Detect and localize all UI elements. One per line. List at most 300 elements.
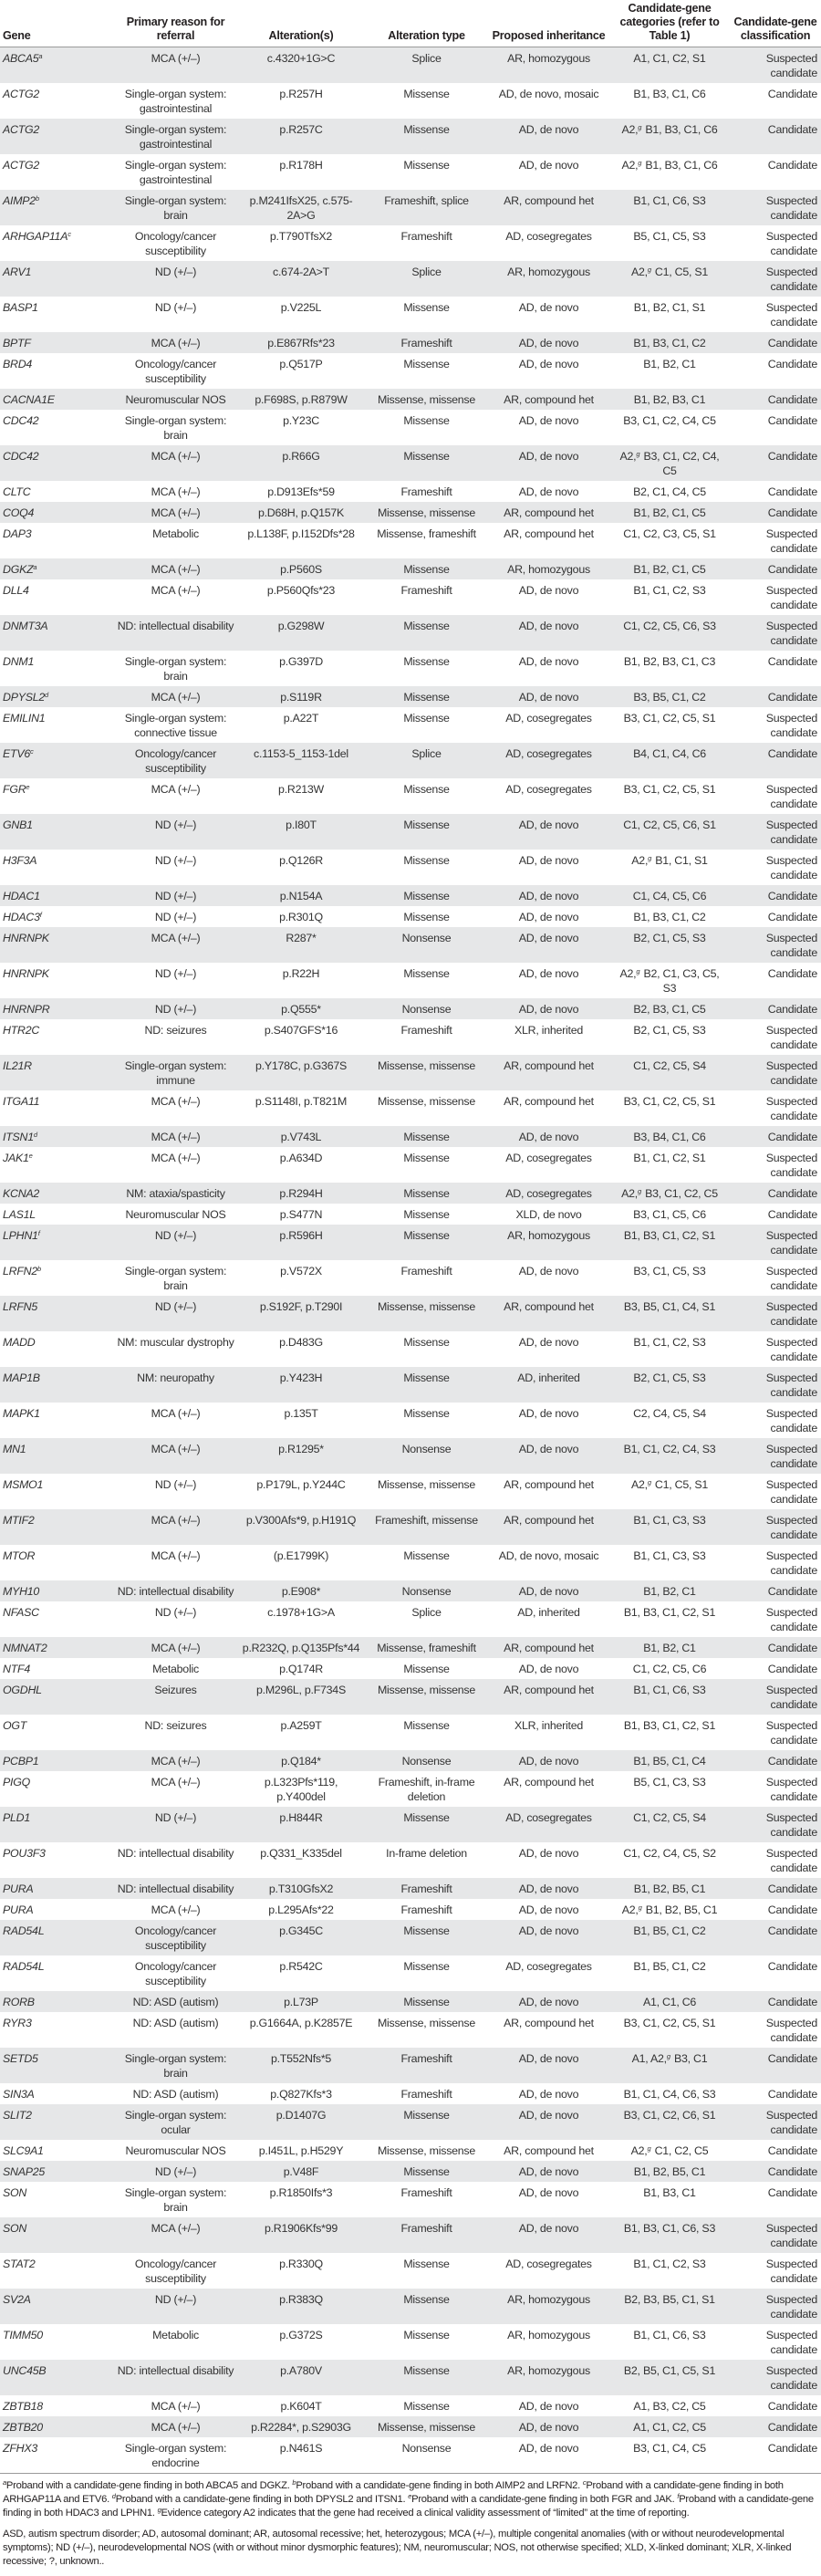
inheritance-cell: AD, cosegregates — [505, 1187, 592, 1200]
inheritance-cell: AR, compound het — [504, 1095, 594, 1108]
inheritance-cell: AD, de novo — [518, 301, 579, 314]
alteration-type-cell: Missense — [403, 88, 450, 100]
referral-reason-cell: NM: ataxia/spasticity — [126, 1187, 225, 1200]
table-row — [0, 2416, 821, 2437]
classification-cell: Suspected candidate — [765, 2017, 817, 2044]
table-row — [0, 1878, 821, 1899]
alteration-type-cell: Missense, missense — [377, 1059, 476, 1072]
referral-reason-cell: ND (+/–) — [154, 819, 197, 831]
inheritance-cell: AD, inherited — [517, 1371, 580, 1384]
categories-text: A2, g — [621, 159, 642, 172]
referral-reason-cell: Single-organ system: brain — [124, 194, 227, 222]
footnote-marker: f — [677, 2492, 680, 2500]
referral-reason-cell: MCA (+/–) — [151, 691, 201, 704]
gene-name: MSMO1 — [3, 1478, 44, 1491]
gene-name: DGKZ — [3, 563, 34, 576]
gene-cell — [0, 1842, 114, 1878]
categories-cell: B1, C1, C4, C6, S3 — [623, 2088, 716, 2101]
gene-name: HDAC1 — [3, 890, 40, 902]
gene-cell — [0, 410, 114, 445]
table-row — [0, 2437, 821, 2473]
classification-cell: Suspected candidate — [765, 194, 817, 222]
inheritance-cell: AD, de novo — [518, 890, 579, 902]
alteration-cell: p.R383Q — [279, 2293, 323, 2306]
alteration-cell: p.E867Rfs*23 — [267, 337, 335, 349]
categories-cell — [609, 261, 730, 297]
gene-name: CDC42 — [3, 450, 39, 463]
categories-cell: B3, B5, C1, C4, S1 — [623, 1300, 716, 1313]
footnote-marker: d — [111, 2492, 116, 2500]
table-header-row — [0, 0, 821, 47]
gene-name: LRFN2 — [3, 1265, 37, 1278]
alteration-cell: p.S477N — [279, 1208, 323, 1221]
categories-cell: C1, C2, C5, C6, S3 — [623, 620, 716, 632]
table-row — [0, 1260, 821, 1296]
categories-cell — [609, 2048, 730, 2083]
inheritance-cell: AR, compound het — [504, 1514, 594, 1527]
alteration-cell: p.D68H, p.Q157K — [257, 506, 345, 519]
footnote-marker: e — [28, 1152, 33, 1160]
referral-reason-cell: MCA (+/–) — [151, 337, 201, 349]
classification-cell: Suspected candidate — [765, 301, 817, 329]
gene-name: DLL4 — [3, 584, 29, 597]
classification-cell: Suspected candidate — [765, 52, 817, 79]
referral-reason-cell: MCA (+/–) — [151, 1776, 201, 1789]
inheritance-cell: AD, de novo — [518, 159, 579, 172]
gene-name: STAT2 — [3, 2258, 36, 2270]
inheritance-cell: AR, homozygous — [507, 2364, 590, 2377]
inheritance-cell: AD, cosegregates — [505, 1960, 592, 1973]
table-row — [0, 2217, 821, 2253]
footnote-marker: b — [37, 1265, 41, 1273]
gene-name: ITGA11 — [3, 1095, 40, 1108]
classification-cell: Candidate — [767, 2421, 817, 2434]
referral-reason-cell: ND: intellectual disability — [117, 2364, 234, 2377]
classification-cell: Candidate — [767, 1755, 817, 1768]
gene-name: ACTG2 — [3, 88, 40, 100]
referral-reason-cell: ND (+/–) — [154, 1003, 197, 1016]
alteration-cell: p.Q126R — [279, 854, 323, 867]
footnote-text: Proband with a candidate-gene finding in both ARHGAP11A and ETV6. — [3, 2480, 784, 2505]
inheritance-cell: AD, de novo — [518, 2400, 579, 2413]
alteration-cell: p.F698S, p.R879W — [255, 393, 348, 406]
footnote-marker: b — [35, 194, 39, 203]
referral-reason-cell: ND (+/–) — [154, 854, 197, 867]
classification-cell: Suspected candidate — [765, 1229, 817, 1257]
referral-reason-cell: ND (+/–) — [154, 890, 197, 902]
alteration-cell: p.Q331_K335del — [260, 1847, 342, 1860]
alteration-cell: p.Q184* — [281, 1755, 321, 1768]
referral-reason-cell: ND: intellectual disability — [117, 620, 234, 632]
gene-cell — [0, 707, 114, 743]
categories-text: A2, g — [621, 123, 642, 136]
inheritance-cell: AR, homozygous — [507, 1229, 590, 1242]
categories-text: A2, g — [631, 2144, 652, 2157]
categories-cell: C1, C2, C3, C5, S1 — [623, 527, 716, 540]
gene-cell — [0, 2360, 114, 2395]
gene-name: RAD54L — [3, 1960, 45, 1973]
classification-cell: Suspected candidate — [765, 1095, 817, 1122]
gene-cell — [0, 1367, 114, 1403]
gene-name: MYH10 — [3, 1585, 40, 1598]
alteration-cell: p.N461S — [279, 2442, 323, 2455]
inheritance-cell: AR, homozygous — [507, 2329, 590, 2341]
alteration-type-cell: Missense — [403, 1924, 450, 1937]
gene-cell — [0, 1225, 114, 1260]
inheritance-cell: AD, de novo, mosaic — [498, 88, 599, 100]
referral-reason-cell: MCA (+/–) — [151, 1549, 201, 1562]
table-row — [0, 998, 821, 1019]
categories-cell: B2, B3, B5, C1, S1 — [624, 2293, 715, 2306]
categories-cell: B1, B3, C1, C6 — [633, 88, 706, 100]
inheritance-cell: AD, de novo — [518, 655, 579, 668]
categories-cell: B1, B2, C1 — [643, 1585, 696, 1598]
header-categories: Candidate-gene categories (refer to Table 1) — [609, 0, 730, 47]
inheritance-cell: AR, homozygous — [507, 563, 590, 576]
alteration-cell: p.S407GFS*16 — [264, 1024, 338, 1037]
alteration-cell: c.1153-5_1153-1del — [254, 747, 348, 760]
inheritance-cell: AD, de novo — [518, 1903, 579, 1916]
categories-cell: B2, C1, C4, C5 — [633, 485, 706, 498]
gene-cell — [0, 1509, 114, 1545]
gene-cell — [0, 1331, 114, 1367]
gene-name: SV2A — [3, 2293, 31, 2306]
gene-name: LPHN1 — [3, 1229, 38, 1242]
inheritance-cell: AR, compound het — [504, 1300, 594, 1313]
alteration-cell: p.R2284*, p.S2903G — [251, 2421, 351, 2434]
table-row — [0, 1403, 821, 1438]
gene-cell — [0, 1771, 114, 1807]
classification-cell: Suspected candidate — [765, 2222, 817, 2249]
gene-name: OGT — [3, 1719, 27, 1732]
classification-cell: Suspected candidate — [765, 1407, 817, 1434]
referral-reason-cell: Oncology/cancer susceptibility — [134, 358, 217, 385]
categories-cell: B1, B3, C1, C2, S1 — [623, 1719, 716, 1732]
alteration-type-cell: Missense, missense — [377, 2017, 476, 2029]
footnote-marker: a — [38, 52, 43, 60]
inheritance-cell: AD, de novo — [518, 1847, 579, 1860]
categories-cell: C1, C2, C5, C6 — [632, 1663, 707, 1675]
alteration-type-cell: Missense — [403, 691, 450, 704]
inheritance-cell: AD, cosegregates — [505, 1811, 592, 1824]
alteration-type-cell: Frameshift — [400, 2052, 452, 2065]
categories-cell: B5, C1, C5, S3 — [633, 230, 706, 243]
classification-cell: Suspected candidate — [765, 1811, 817, 1839]
inheritance-cell: AD, de novo — [518, 620, 579, 632]
alteration-cell: p.T552Nfs*5 — [270, 2052, 332, 2065]
alteration-type-cell: Frameshift — [400, 1903, 452, 1916]
referral-reason-cell: Neuromuscular NOS — [125, 1208, 226, 1221]
categories-cell: B3, C1, C5, C6 — [633, 1208, 706, 1221]
referral-reason-cell: ND (+/–) — [154, 2165, 197, 2178]
classification-cell: Candidate — [767, 1187, 817, 1200]
header-inheritance: Proposed inheritance — [488, 0, 609, 47]
gene-cell — [0, 297, 114, 332]
gene-cell — [0, 225, 114, 261]
inheritance-cell: AD, cosegregates — [505, 230, 592, 243]
classification-cell: Suspected candidate — [765, 1606, 817, 1633]
inheritance-cell: AR, compound het — [504, 527, 594, 540]
inheritance-cell: AD, de novo — [518, 1663, 579, 1675]
table-row — [0, 1090, 821, 1126]
alteration-type-cell: Missense — [403, 2165, 450, 2178]
alteration-type-cell: Frameshift — [400, 2088, 452, 2101]
alteration-type-cell: Missense — [403, 2258, 450, 2270]
gene-name: CDC42 — [3, 414, 39, 427]
inheritance-cell: AR, compound het — [504, 1478, 594, 1491]
classification-cell: Candidate — [767, 1663, 817, 1675]
gene-cell — [0, 1955, 114, 1991]
inheritance-cell: AD, de novo — [518, 2421, 579, 2434]
gene-cell — [0, 927, 114, 963]
gene-name: DAP3 — [3, 527, 32, 540]
gene-cell — [0, 1474, 114, 1509]
table-row — [0, 1367, 821, 1403]
gene-cell — [0, 445, 114, 481]
gene-cell — [0, 2104, 114, 2140]
gene-cell — [0, 261, 114, 297]
gene-name: PIGQ — [3, 1776, 30, 1789]
inheritance-cell: AR, compound het — [504, 1059, 594, 1072]
alteration-cell: (p.E1799K) — [273, 1549, 329, 1562]
referral-reason-cell: Metabolic — [152, 1663, 199, 1675]
gene-name: HNRNPK — [3, 967, 49, 980]
table-row — [0, 2324, 821, 2360]
table-row — [0, 445, 821, 481]
categories-cell — [609, 2140, 730, 2161]
table-row — [0, 1807, 821, 1842]
categories-cell: C1, C2, C5, S4 — [633, 1059, 706, 1072]
gene-cell — [0, 154, 114, 190]
inheritance-cell: AD, de novo — [518, 2052, 579, 2065]
gene-cell — [0, 2048, 114, 2083]
gene-name: MAP1B — [3, 1371, 40, 1384]
classification-cell: Suspected candidate — [765, 854, 817, 881]
inheritance-cell: AD, de novo — [518, 485, 579, 498]
gene-name: JAK1 — [3, 1152, 29, 1164]
gene-cell — [0, 1147, 114, 1183]
gene-cell — [0, 1991, 114, 2012]
referral-reason-cell: Metabolic — [152, 2329, 199, 2341]
alteration-type-cell: Missense — [403, 1719, 450, 1732]
alteration-type-cell: Missense — [403, 2293, 450, 2306]
classification-cell: Candidate — [767, 2052, 817, 2065]
classification-cell: Suspected candidate — [765, 1024, 817, 1051]
table-row — [0, 743, 821, 778]
table-row — [0, 963, 821, 998]
alteration-type-cell: Splice — [411, 1606, 442, 1619]
gene-name: MAPK1 — [3, 1407, 40, 1420]
gene-name: ITSN1 — [3, 1131, 34, 1143]
footnote-text: Proband with a candidate-gene finding in both AIMP2 and LRFN2. — [296, 2480, 583, 2491]
classification-cell: Suspected candidate — [765, 1300, 817, 1328]
gene-name: ACTG2 — [3, 159, 40, 172]
gene-cell — [0, 1126, 114, 1147]
gene-cell — [0, 2289, 114, 2324]
table-row — [0, 814, 821, 850]
referral-reason-cell: Oncology/cancer susceptibility — [134, 1924, 217, 1952]
gene-name: SIN3A — [3, 2088, 35, 2101]
alteration-cell: p.Q174R — [279, 1663, 323, 1675]
classification-cell: Suspected candidate — [765, 1776, 817, 1803]
gene-cell — [0, 1545, 114, 1580]
categories-cell: C1, C2, C4, C5, S2 — [623, 1847, 716, 1860]
alteration-type-cell: Missense, missense — [377, 506, 476, 519]
classification-cell: Candidate — [767, 1208, 817, 1221]
alteration-type-cell: Missense — [403, 1336, 450, 1349]
referral-reason-cell: Single-organ system: ocular — [124, 2109, 227, 2136]
alteration-cell: c.674-2A>T — [273, 266, 329, 278]
gene-name: PURA — [3, 1903, 34, 1916]
inheritance-cell: XLR, inherited — [514, 1024, 584, 1037]
table-row — [0, 927, 821, 963]
table-row — [0, 119, 821, 154]
gene-name: COQ4 — [3, 506, 35, 519]
classification-cell: Candidate — [767, 911, 817, 923]
inheritance-cell: AD, de novo — [518, 358, 579, 370]
alteration-cell: p.V743L — [280, 1131, 322, 1143]
alteration-cell: p.I451L, p.H529Y — [258, 2144, 344, 2157]
table-row — [0, 2182, 821, 2217]
referral-reason-cell: MCA (+/–) — [151, 932, 201, 944]
categories-text: B3, C1, C2, C5 — [641, 1187, 718, 1200]
categories-cell: B3, C1, C2, C5, S1 — [623, 783, 716, 796]
alteration-type-cell: Missense, missense — [377, 2421, 476, 2434]
referral-reason-cell: ND: seizures — [144, 1719, 207, 1732]
table-row — [0, 1019, 821, 1055]
alteration-type-cell: Missense — [403, 301, 450, 314]
classification-cell: Candidate — [767, 1924, 817, 1937]
referral-reason-cell: MCA (+/–) — [151, 1642, 201, 1654]
referral-reason-cell: ND: ASD (autism) — [132, 2088, 219, 2101]
referral-reason-cell: MCA (+/–) — [151, 1131, 201, 1143]
alteration-type-cell: Frameshift — [400, 230, 452, 243]
table-row — [0, 261, 821, 297]
gene-cell — [0, 885, 114, 906]
classification-cell: Candidate — [767, 358, 817, 370]
categories-cell: B4, C1, C4, C6 — [633, 747, 706, 760]
alteration-type-cell: Missense, frameshift — [377, 1642, 476, 1654]
classification-cell: Suspected candidate — [765, 2364, 817, 2392]
alteration-type-cell: Missense — [403, 2329, 450, 2341]
inheritance-cell: AD, de novo — [518, 1443, 579, 1455]
categories-text: B1, B3, C1, C6 — [642, 123, 718, 136]
gene-name: KCNA2 — [3, 1187, 40, 1200]
alteration-cell: c.1978+1G>A — [267, 1606, 335, 1619]
alteration-type-cell: Missense — [403, 1371, 450, 1384]
inheritance-cell: AD, cosegregates — [505, 712, 592, 725]
categories-text: C1, C2, C5 — [651, 2144, 709, 2157]
alteration-type-cell: Splice — [411, 747, 442, 760]
referral-reason-cell: ND (+/–) — [154, 301, 197, 314]
classification-cell: Suspected candidate — [765, 1478, 817, 1506]
gene-name: SON — [3, 2222, 27, 2235]
gene-name: NMNAT2 — [3, 1642, 47, 1654]
alteration-type-cell: Missense — [403, 1960, 450, 1973]
inheritance-cell: AR, homozygous — [507, 52, 590, 65]
gene-cell — [0, 651, 114, 686]
alteration-type-cell: Missense — [403, 1208, 450, 1221]
classification-cell: Suspected candidate — [765, 1336, 817, 1363]
table-row — [0, 332, 821, 353]
referral-reason-cell: ND: intellectual disability — [117, 1585, 234, 1598]
categories-cell: B1, B3, C1, C2 — [633, 911, 706, 923]
gene-cell — [0, 1403, 114, 1438]
categories-text: B1, C1, S1 — [652, 854, 708, 867]
inheritance-cell: AD, de novo — [518, 911, 579, 923]
gene-cell — [0, 2395, 114, 2416]
alteration-type-cell: Frameshift — [400, 2186, 452, 2199]
inheritance-cell: AD, de novo — [518, 1996, 579, 2008]
alteration-cell: p.R257H — [279, 88, 323, 100]
gene-name: ZFHX3 — [3, 2442, 37, 2455]
alteration-type-cell: Frameshift, splice — [384, 194, 469, 207]
inheritance-cell: AD, de novo — [518, 414, 579, 427]
gene-cell — [0, 83, 114, 119]
alteration-cell: p.L323Pfs*119, p.Y400del — [264, 1776, 338, 1803]
gene-name: ARHGAP11A — [3, 230, 68, 243]
gene-cell — [0, 1679, 114, 1715]
gene-cell — [0, 778, 114, 814]
referral-reason-cell: MCA (+/–) — [151, 450, 201, 463]
referral-reason-cell: Single-organ system: connective tissue — [124, 712, 227, 739]
classification-cell: Candidate — [767, 1903, 817, 1916]
categories-cell: B3, C1, C2, C5, S1 — [623, 2017, 716, 2029]
table-row — [0, 353, 821, 389]
gene-cell — [0, 1296, 114, 1331]
gene-name: BASP1 — [3, 301, 38, 314]
alteration-type-cell: Missense — [403, 414, 450, 427]
classification-cell: Candidate — [767, 337, 817, 349]
alteration-type-cell: Missense — [403, 159, 450, 172]
categories-text: A2, g — [621, 1187, 642, 1200]
classification-cell: Suspected candidate — [765, 1152, 817, 1179]
categories-cell: A1, B3, C2, C5 — [633, 2400, 706, 2413]
gene-cell — [0, 1601, 114, 1637]
footnote-text: Proband with a candidate-gene finding in both DPYSL2 and ITSN1. — [115, 2494, 409, 2505]
alteration-cell: p.S192F, p.T290I — [259, 1300, 343, 1313]
gene-cell — [0, 389, 114, 410]
inheritance-cell: AR, compound het — [504, 1642, 594, 1654]
alteration-type-cell: Missense, missense — [377, 1684, 476, 1696]
gene-cell — [0, 558, 114, 579]
categories-cell: C1, C2, C5, S4 — [633, 1811, 706, 1824]
classification-cell: Candidate — [767, 393, 817, 406]
inheritance-cell: AD, inherited — [517, 1606, 580, 1619]
gene-name: PLD1 — [3, 1811, 30, 1824]
categories-cell: B3, C1, C5, S3 — [633, 1265, 706, 1278]
referral-reason-cell: MCA (+/–) — [151, 485, 201, 498]
alteration-cell: p.R330Q — [279, 2258, 323, 2270]
categories-cell — [609, 445, 730, 481]
alteration-type-cell: Missense — [403, 783, 450, 796]
footnotes — [3, 2479, 818, 2520]
categories-cell: A1, C1, C6 — [642, 1996, 697, 2008]
inheritance-cell: AR, homozygous — [507, 266, 590, 278]
inheritance-cell: AD, de novo — [518, 1924, 579, 1937]
alteration-type-cell: Nonsense — [401, 1755, 452, 1768]
categories-cell: B3, C1, C2, C5, S1 — [623, 1095, 716, 1108]
table-row — [0, 579, 821, 615]
categories-cell: B1, B2, C1, C5 — [633, 563, 706, 576]
alteration-type-cell: Splice — [411, 266, 442, 278]
inheritance-cell: AD, cosegregates — [505, 1152, 592, 1164]
gene-name: NTF4 — [3, 1663, 30, 1675]
alteration-type-cell: Missense — [403, 1187, 450, 1200]
referral-reason-cell: Neuromuscular NOS — [125, 393, 226, 406]
inheritance-cell: AD, de novo — [518, 2442, 579, 2455]
inheritance-cell: AD, de novo — [518, 584, 579, 597]
